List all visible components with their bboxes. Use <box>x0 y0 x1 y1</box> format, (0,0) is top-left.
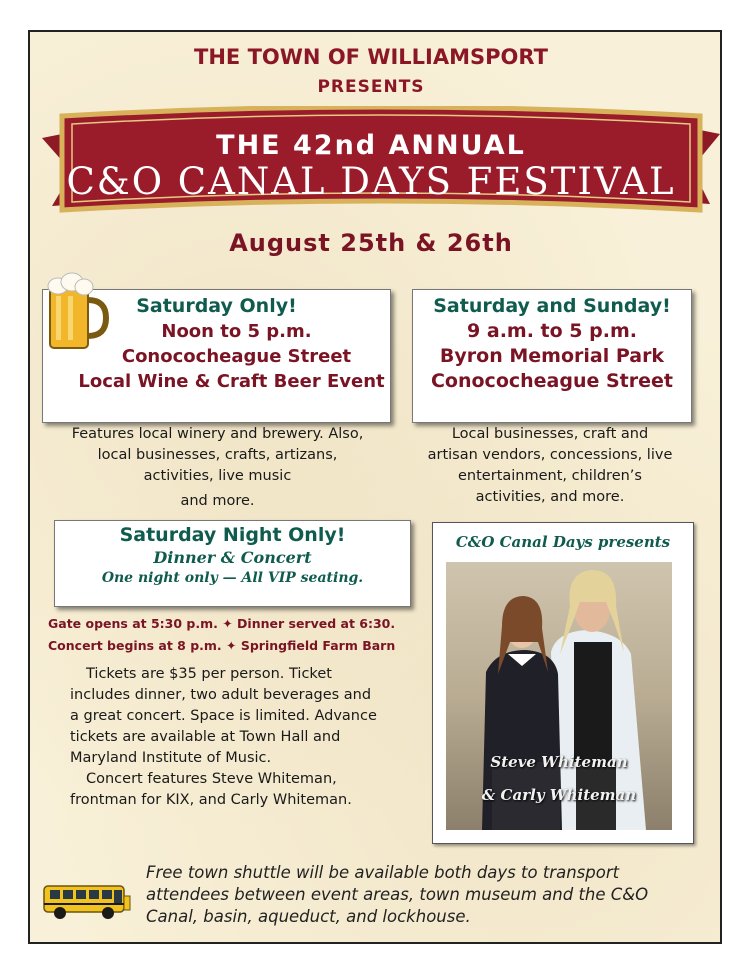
night-seating: One night only — All VIP seating. <box>101 570 364 586</box>
weekend-description <box>405 424 695 508</box>
weekend-location-2: Conococheague Street <box>430 370 673 392</box>
desc-line: a great concert. Space is limited. Advance <box>70 708 377 724</box>
desc-line: entertainment, children’s <box>458 468 642 484</box>
desc-line: Maryland Institute of Music. <box>70 750 272 766</box>
desc-line: activities, live music <box>143 468 292 484</box>
desc-line: local businesses, crafts, artizans, <box>97 447 338 463</box>
desc-line: Features local winery and brewery. Also, <box>71 426 364 442</box>
presenter-heading: THE TOWN OF WILLIAMSPORT <box>194 45 548 69</box>
night-description <box>70 664 410 811</box>
shuttle-line: Free town shuttle will be available both days to transport <box>146 863 620 882</box>
presents-heading: PRESENTS <box>317 77 425 97</box>
desc-line: artisan vendors, concessions, live <box>427 447 673 463</box>
performer-name-1: Steve Whiteman <box>490 753 628 771</box>
desc-line: frontman for KIX, and Carly Whiteman. <box>70 792 352 808</box>
saturday-only-event: Local Wine & Craft Beer Event <box>78 371 385 392</box>
saturday-only-title: Saturday Only! <box>136 295 297 317</box>
concert-line: Concert begins at 8 p.m. ✦ Springfield Farm Barn <box>48 638 396 653</box>
desc-line: Local businesses, craft and <box>451 426 649 442</box>
weekend-time: 9 a.m. to 5 p.m. <box>467 320 637 342</box>
beer-mug-icon <box>44 270 110 354</box>
desc-line: activities, and more. <box>475 489 625 505</box>
shuttle-line: Canal, basin, aqueduct, and lockhouse. <box>146 907 471 926</box>
saturday-only-location: Conococheague Street <box>121 346 352 367</box>
weekend-title: Saturday and Sunday! <box>433 295 671 317</box>
festival-title: C&O CANAL DAYS FESTIVAL <box>66 160 676 203</box>
desc-line: includes dinner, two adult beverages and <box>70 687 372 703</box>
night-subtitle: Dinner & Concert <box>153 548 312 567</box>
weekend-location-1: Byron Memorial Park <box>439 345 665 367</box>
desc-line: Concert features Steve Whiteman, <box>86 771 337 787</box>
saturday-only-description <box>40 424 395 512</box>
shuttle-line: attendees between event areas, town museum and the C&O <box>146 885 649 904</box>
performer-name-2: & Carly Whiteman <box>481 786 637 804</box>
desc-line: tickets are available at Town Hall and <box>70 729 341 745</box>
gate-line: Gate opens at 5:30 p.m. ✦ Dinner served at 6:30. <box>48 616 396 631</box>
annual-heading: THE 42nd ANNUAL <box>216 130 526 161</box>
night-schedule <box>48 613 428 657</box>
night-title: Saturday Night Only! <box>119 524 346 546</box>
desc-line: Tickets are $35 per person. Ticket <box>86 666 332 682</box>
desc-line: and more. <box>180 493 255 509</box>
festival-dates: August 25th & 26th <box>229 229 513 257</box>
photo-caption: C&O Canal Days presents <box>455 533 671 551</box>
shuttle-note <box>146 862 706 928</box>
saturday-night-box <box>54 520 411 607</box>
school-bus-icon <box>40 880 132 922</box>
weekend-box <box>412 289 692 423</box>
saturday-only-time: Noon to 5 p.m. <box>161 321 312 342</box>
